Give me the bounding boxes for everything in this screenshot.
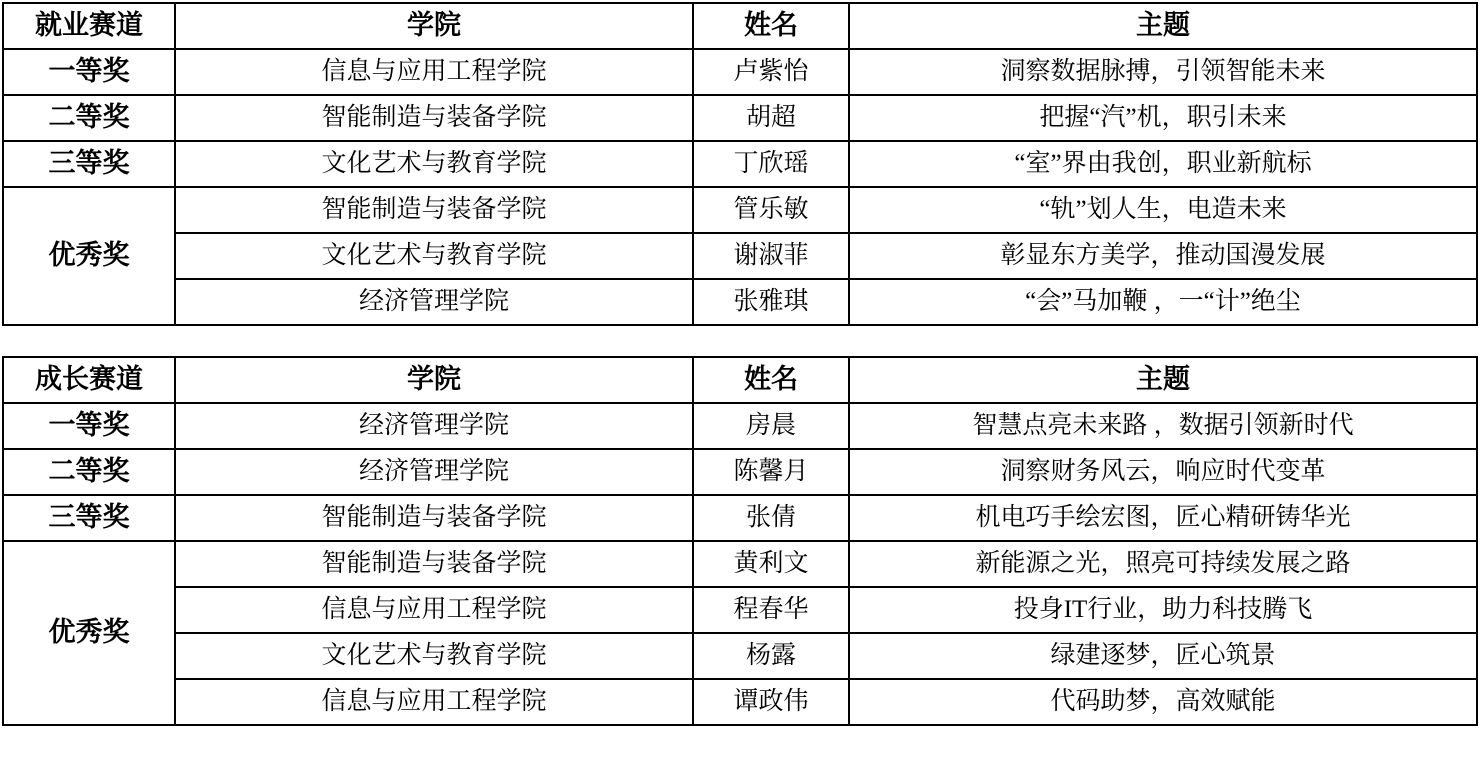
- table-row: [3, 141, 1477, 187]
- table-row: [3, 541, 1477, 587]
- column-header-track: 就业赛道: [3, 3, 175, 49]
- topic-cell: 机电巧手绘宏图，匠心精研铸华光: [849, 495, 1477, 541]
- school-cell: 信息与应用工程学院: [175, 587, 693, 633]
- table-row: [3, 187, 1477, 233]
- school-cell: 智能制造与装备学院: [175, 95, 693, 141]
- school-cell: 文化艺术与教育学院: [175, 233, 693, 279]
- table-row: [3, 449, 1477, 495]
- column-header-school: 学院: [175, 357, 693, 403]
- school-cell: 智能制造与装备学院: [175, 541, 693, 587]
- school-cell: 经济管理学院: [175, 403, 693, 449]
- topic-cell: “室”界由我创，职业新航标: [849, 141, 1477, 187]
- award-rank-cell: 一等奖: [3, 49, 175, 95]
- column-header-topic: 主题: [849, 3, 1477, 49]
- award-rank-cell: 二等奖: [3, 95, 175, 141]
- column-header-topic: 主题: [849, 357, 1477, 403]
- award-rank-cell: 二等奖: [3, 449, 175, 495]
- name-cell: 杨露: [693, 633, 849, 679]
- award-rank-cell: 优秀奖: [3, 541, 175, 725]
- name-cell: 管乐敏: [693, 187, 849, 233]
- name-cell: 谭政伟: [693, 679, 849, 725]
- table-row: [3, 95, 1477, 141]
- topic-cell: 新能源之光，照亮可持续发展之路: [849, 541, 1477, 587]
- school-cell: 文化艺术与教育学院: [175, 633, 693, 679]
- topic-cell: 彰显东方美学，推动国漫发展: [849, 233, 1477, 279]
- growth-track-section: [0, 356, 1484, 726]
- name-cell: 谢淑菲: [693, 233, 849, 279]
- award-rank-cell: 一等奖: [3, 403, 175, 449]
- name-cell: 卢紫怡: [693, 49, 849, 95]
- topic-cell: 投身IT行业，助力科技腾飞: [849, 587, 1477, 633]
- employment-track-section: [0, 0, 1484, 326]
- table-row: [3, 233, 1477, 279]
- column-header-name: 姓名: [693, 3, 849, 49]
- topic-cell: 智慧点亮未来路 ，数据引领新时代: [849, 403, 1477, 449]
- table-row: [3, 403, 1477, 449]
- school-cell: 经济管理学院: [175, 449, 693, 495]
- topic-cell: 代码助梦，高效赋能: [849, 679, 1477, 725]
- topic-cell: 绿建逐梦，匠心筑景: [849, 633, 1477, 679]
- name-cell: 陈馨月: [693, 449, 849, 495]
- table-row: [3, 49, 1477, 95]
- name-cell: 房晨: [693, 403, 849, 449]
- school-cell: 智能制造与装备学院: [175, 187, 693, 233]
- topic-cell: 把握“汽”机，职引未来: [849, 95, 1477, 141]
- growth-track-table: [2, 356, 1478, 726]
- school-cell: 经济管理学院: [175, 279, 693, 325]
- column-header-track: 成长赛道: [3, 357, 175, 403]
- name-cell: 丁欣瑶: [693, 141, 849, 187]
- column-header-name: 姓名: [693, 357, 849, 403]
- topic-cell: “会”马加鞭 ，一“计”绝尘: [849, 279, 1477, 325]
- table-row: [3, 679, 1477, 725]
- name-cell: 张倩: [693, 495, 849, 541]
- table-row: [3, 633, 1477, 679]
- school-cell: 智能制造与装备学院: [175, 495, 693, 541]
- school-cell: 信息与应用工程学院: [175, 49, 693, 95]
- table-row: [3, 587, 1477, 633]
- school-cell: 信息与应用工程学院: [175, 679, 693, 725]
- name-cell: 程春华: [693, 587, 849, 633]
- column-header-school: 学院: [175, 3, 693, 49]
- table-row: [3, 495, 1477, 541]
- table-header-row: [3, 357, 1477, 403]
- table-header-row: [3, 3, 1477, 49]
- award-rank-cell: 三等奖: [3, 495, 175, 541]
- award-rank-cell: 三等奖: [3, 141, 175, 187]
- employment-track-table: [2, 2, 1478, 326]
- topic-cell: 洞察数据脉搏，引领智能未来: [849, 49, 1477, 95]
- award-rank-cell: 优秀奖: [3, 187, 175, 325]
- name-cell: 胡超: [693, 95, 849, 141]
- table-row: [3, 279, 1477, 325]
- topic-cell: “轨”划人生，电造未来: [849, 187, 1477, 233]
- topic-cell: 洞察财务风云，响应时代变革: [849, 449, 1477, 495]
- name-cell: 张雅琪: [693, 279, 849, 325]
- name-cell: 黄利文: [693, 541, 849, 587]
- school-cell: 文化艺术与教育学院: [175, 141, 693, 187]
- table-separator: [0, 326, 1484, 356]
